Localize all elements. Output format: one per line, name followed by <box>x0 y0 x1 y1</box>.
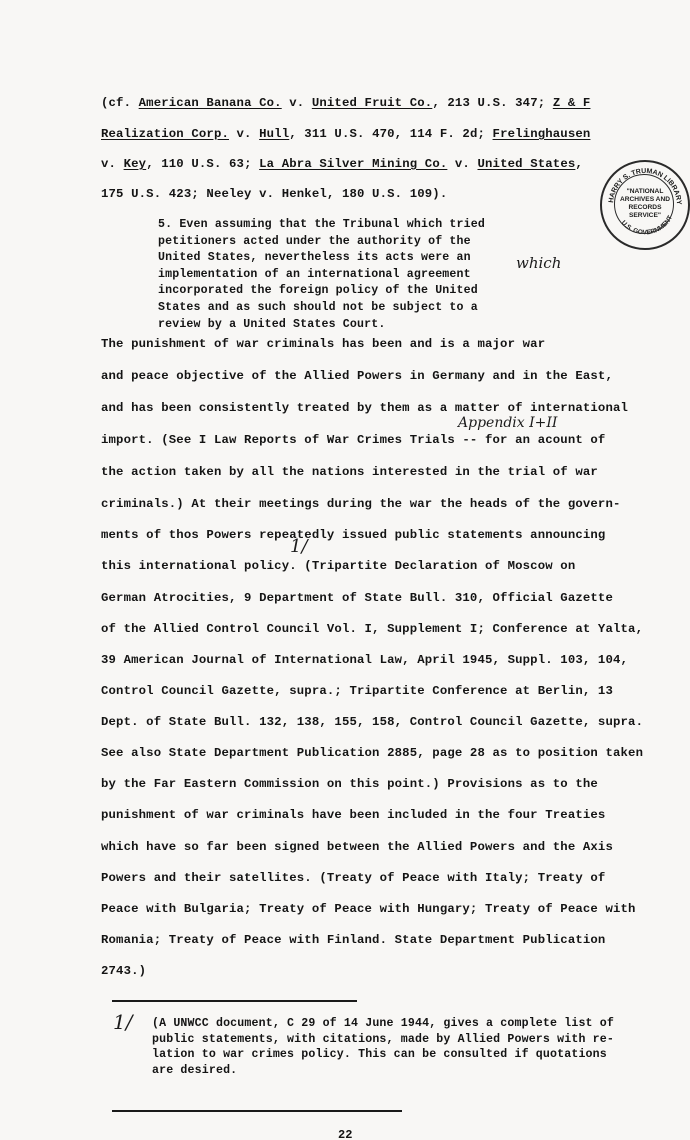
point-5-line: review by a United States Court. <box>158 317 386 331</box>
body-line: of the Allied Control Council Vol. I, Supplement I; Conference at Yalta, <box>101 622 644 636</box>
body-line: by the Far Eastern Commission on this point.) Provisions as to the <box>101 777 598 791</box>
body-line: which have so far been signed between the Allied Powers and the Axis <box>101 840 613 854</box>
body-line: Powers and their satellites. (Treaty of Peace with Italy; Treaty of <box>101 871 606 885</box>
handwritten-appendix: Appendix I+II <box>458 415 558 431</box>
footnote-separator <box>112 1000 357 1002</box>
stamp-ring-bottom: U.S. GOVERNMENT <box>619 214 675 237</box>
point-5-line: 5. Even assuming that the Tribunal which tried <box>158 218 485 231</box>
body-line: The punishment of war criminals has been and is a major war <box>101 337 546 351</box>
stamp-inner-text: "NATIONAL ARCHIVES AND RECORDS SERVICE" <box>620 188 670 219</box>
point-5-line: petitioners acted under the authority of the <box>158 234 471 248</box>
point-5-line: incorporated the foreign policy of the United <box>158 284 478 298</box>
stamp-ring-top: HARRY S. TRUMAN LIBRARY <box>608 167 683 206</box>
body-line: German Atrocities, 9 Department of State Bull. 310, Official Gazette <box>101 591 613 605</box>
page-number: 22 <box>338 1128 353 1140</box>
body-line: Dept. of State Bull. 132, 138, 155, 158, Control Council Gazette, supra. <box>101 715 644 729</box>
body-line: criminals.) At their meetings during the war the heads of the govern- <box>101 497 621 511</box>
body-line: and peace objective of the Allied Powers in Germany and in the East, <box>101 369 613 383</box>
citation-line-2: Realization Corp. v. Hull, 311 U.S. 470, 114 F. 2d; Frelinghausen <box>101 127 591 141</box>
body-line: 2743.) <box>101 964 147 978</box>
body-line: the action taken by all the nations interested in the trial of war <box>101 465 598 479</box>
body-line: ments of thos Powers repeatedly issued public statements announcing <box>101 528 606 542</box>
point-5-block <box>158 217 485 333</box>
body-line: punishment of war criminals have been included in the four Treaties <box>101 808 606 822</box>
handwritten-footnote-mark: 1/ <box>113 1010 133 1034</box>
body-line: 39 American Journal of International Law, April 1945, Suppl. 103, 104, <box>101 653 629 667</box>
citation-line-4: 175 U.S. 423; Neeley v. Henkel, 180 U.S. 109). <box>101 187 448 201</box>
point-5-line: States and as such should not be subject to a <box>158 300 478 314</box>
body-line: Control Council Gazette, supra.; Tripartite Conference at Berlin, 13 <box>101 684 613 698</box>
footnote-text <box>152 1016 614 1078</box>
body-line: Romania; Treaty of Peace with Finland. State Department Publication <box>101 933 606 947</box>
point-5-line: United States, nevertheless its acts were an <box>158 251 471 265</box>
handwritten-which: which <box>516 254 562 272</box>
archive-stamp <box>600 160 690 250</box>
footnote-line: are desired. <box>152 1063 238 1077</box>
body-line: import. (See I Law Reports of War Crimes Trials -- for an acount of <box>101 433 606 447</box>
body-line: Peace with Bulgaria; Treaty of Peace with Hungary; Treaty of Peace with <box>101 902 636 916</box>
footnote-line: lation to war crimes policy. This can be consulted if quotations <box>152 1048 607 1061</box>
footnote-line: (A UNWCC document, C 29 of 14 June 1944, gives a complete list of <box>152 1017 614 1030</box>
point-5-line: implementation of an international agreement <box>158 267 471 281</box>
body-line: and has been consistently treated by them as a matter of international <box>101 401 629 415</box>
handwritten-footnote-mark-inline: 1/ <box>290 536 308 557</box>
body-line: See also State Department Publication 2885, page 28 as to position taken <box>101 746 644 760</box>
body-line: this international policy. (Tripartite Declaration of Moscow on <box>101 559 576 573</box>
bottom-rule <box>112 1110 402 1112</box>
citation-line-3: v. Key, 110 U.S. 63; La Abra Silver Mining Co. v. United States, <box>101 157 583 171</box>
footnote-line: public statements, with citations, made by Allied Powers with re- <box>152 1032 614 1046</box>
citation-line-1: (cf. American Banana Co. v. United Fruit Co., 213 U.S. 347; Z & F <box>101 96 591 110</box>
